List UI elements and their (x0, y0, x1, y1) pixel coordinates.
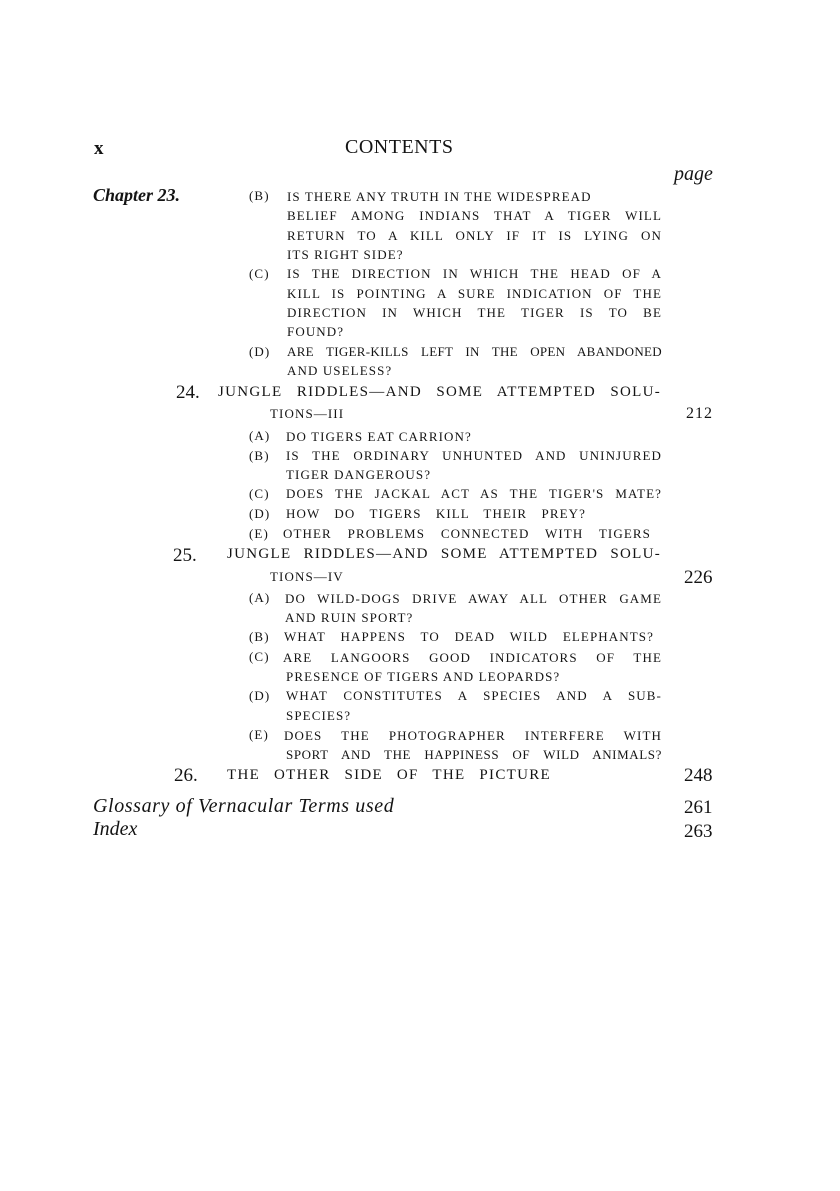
glossary-entry: Glossary of Vernacular Terms used (93, 795, 395, 817)
ch24-number: 24. (176, 382, 200, 403)
ch25-item-mark: (C) (249, 649, 270, 664)
ch24-title-cont: TIONS—III (270, 406, 345, 421)
ch26-title: THE OTHER SIDE OF THE PICTURE (227, 767, 551, 783)
page-title: CONTENTS (345, 136, 454, 158)
ch23-item-d-line: ARE TIGER-KILLS LEFT IN THE OPEN ABANDONED (287, 344, 662, 359)
ch23-item-c-line: FOUND? (287, 324, 345, 339)
ch25-title-cont: TIONS—IV (270, 569, 344, 584)
ch23-item-c-line: DIRECTION IN WHICH THE TIGER IS TO BE (287, 305, 662, 320)
ch24-item-mark: (E) (249, 526, 269, 541)
ch25-number: 25. (173, 545, 197, 566)
ch23-item-d-mark: (D) (249, 344, 271, 359)
ch25-item-line: AND RUIN SPORT? (285, 610, 414, 625)
ch23-item-b-line: RETURN TO A KILL ONLY IF IT IS LYING ON (287, 228, 662, 243)
ch25-item-line: DO WILD-DOGS DRIVE AWAY ALL OTHER GAME (285, 591, 662, 606)
ch25-item-line: SPECIES? (286, 708, 352, 723)
ch23-item-b-line: IS THERE ANY TRUTH IN THE WIDESPREAD (287, 189, 592, 204)
ch25-item-line: WHAT CONSTITUTES A SPECIES AND A SUB- (286, 688, 662, 703)
ch24-item-line: OTHER PROBLEMS CONNECTED WITH TIGERS (283, 526, 651, 541)
ch25-item-line: DOES THE PHOTOGRAPHER INTERFERE WITH (284, 728, 662, 743)
ch24-item-line: IS THE ORDINARY UNHUNTED AND UNINJURED (286, 448, 662, 463)
ch24-item-line: HOW DO TIGERS KILL THEIR PREY? (286, 506, 586, 521)
ch23-item-b-line: BELIEF AMONG INDIANS THAT A TIGER WILL (287, 208, 662, 223)
ch26-number: 26. (174, 765, 198, 786)
ch26-page: 248 (684, 765, 713, 786)
ch23-item-b-mark: (B) (249, 188, 270, 203)
index-page: 263 (684, 821, 713, 842)
page-column-heading: page (674, 163, 713, 185)
ch24-page: 212 (686, 405, 713, 422)
ch24-item-line: TIGER DANGEROUS? (286, 467, 432, 482)
glossary-page: 261 (684, 797, 713, 818)
ch23-item-b-line: ITS RIGHT SIDE? (287, 247, 404, 262)
ch25-item-mark: (D) (249, 688, 271, 703)
ch25-item-mark: (A) (249, 590, 271, 605)
ch25-page: 226 (684, 567, 713, 588)
ch24-item-line: DOES THE JACKAL ACT AS THE TIGER'S MATE? (286, 486, 662, 501)
ch24-item-mark: (C) (249, 486, 270, 501)
ch24-title: JUNGLE RIDDLES—AND SOME ATTEMPTED SOLU- (218, 384, 661, 400)
ch23-item-d-line: AND USELESS? (287, 363, 393, 378)
ch24-item-mark: (D) (249, 506, 271, 521)
ch25-item-mark: (E) (249, 727, 269, 742)
ch25-item-line: ARE LANGOORS GOOD INDICATORS OF THE (283, 650, 662, 665)
ch23-item-c-line: IS THE DIRECTION IN WHICH THE HEAD OF A (287, 266, 662, 281)
ch25-item-mark: (B) (249, 629, 270, 644)
chapter-label: Chapter 23. (93, 185, 181, 205)
ch23-item-c-line: KILL IS POINTING A SURE INDICATION OF THE (287, 286, 662, 301)
folio-number: x (94, 138, 104, 159)
ch23-item-c-mark: (C) (249, 266, 270, 281)
ch25-item-line: PRESENCE OF TIGERS AND LEOPARDS? (286, 669, 561, 684)
ch24-item-mark: (B) (249, 448, 270, 463)
index-entry: Index (93, 818, 138, 840)
ch24-item-mark: (A) (249, 428, 271, 443)
ch24-item-line: DO TIGERS EAT CARRION? (286, 429, 472, 444)
ch25-item-line: WHAT HAPPENS TO DEAD WILD ELEPHANTS? (284, 629, 654, 644)
ch25-item-line: SPORT AND THE HAPPINESS OF WILD ANIMALS? (286, 747, 662, 762)
ch25-title: JUNGLE RIDDLES—AND SOME ATTEMPTED SOLU- (227, 546, 661, 562)
